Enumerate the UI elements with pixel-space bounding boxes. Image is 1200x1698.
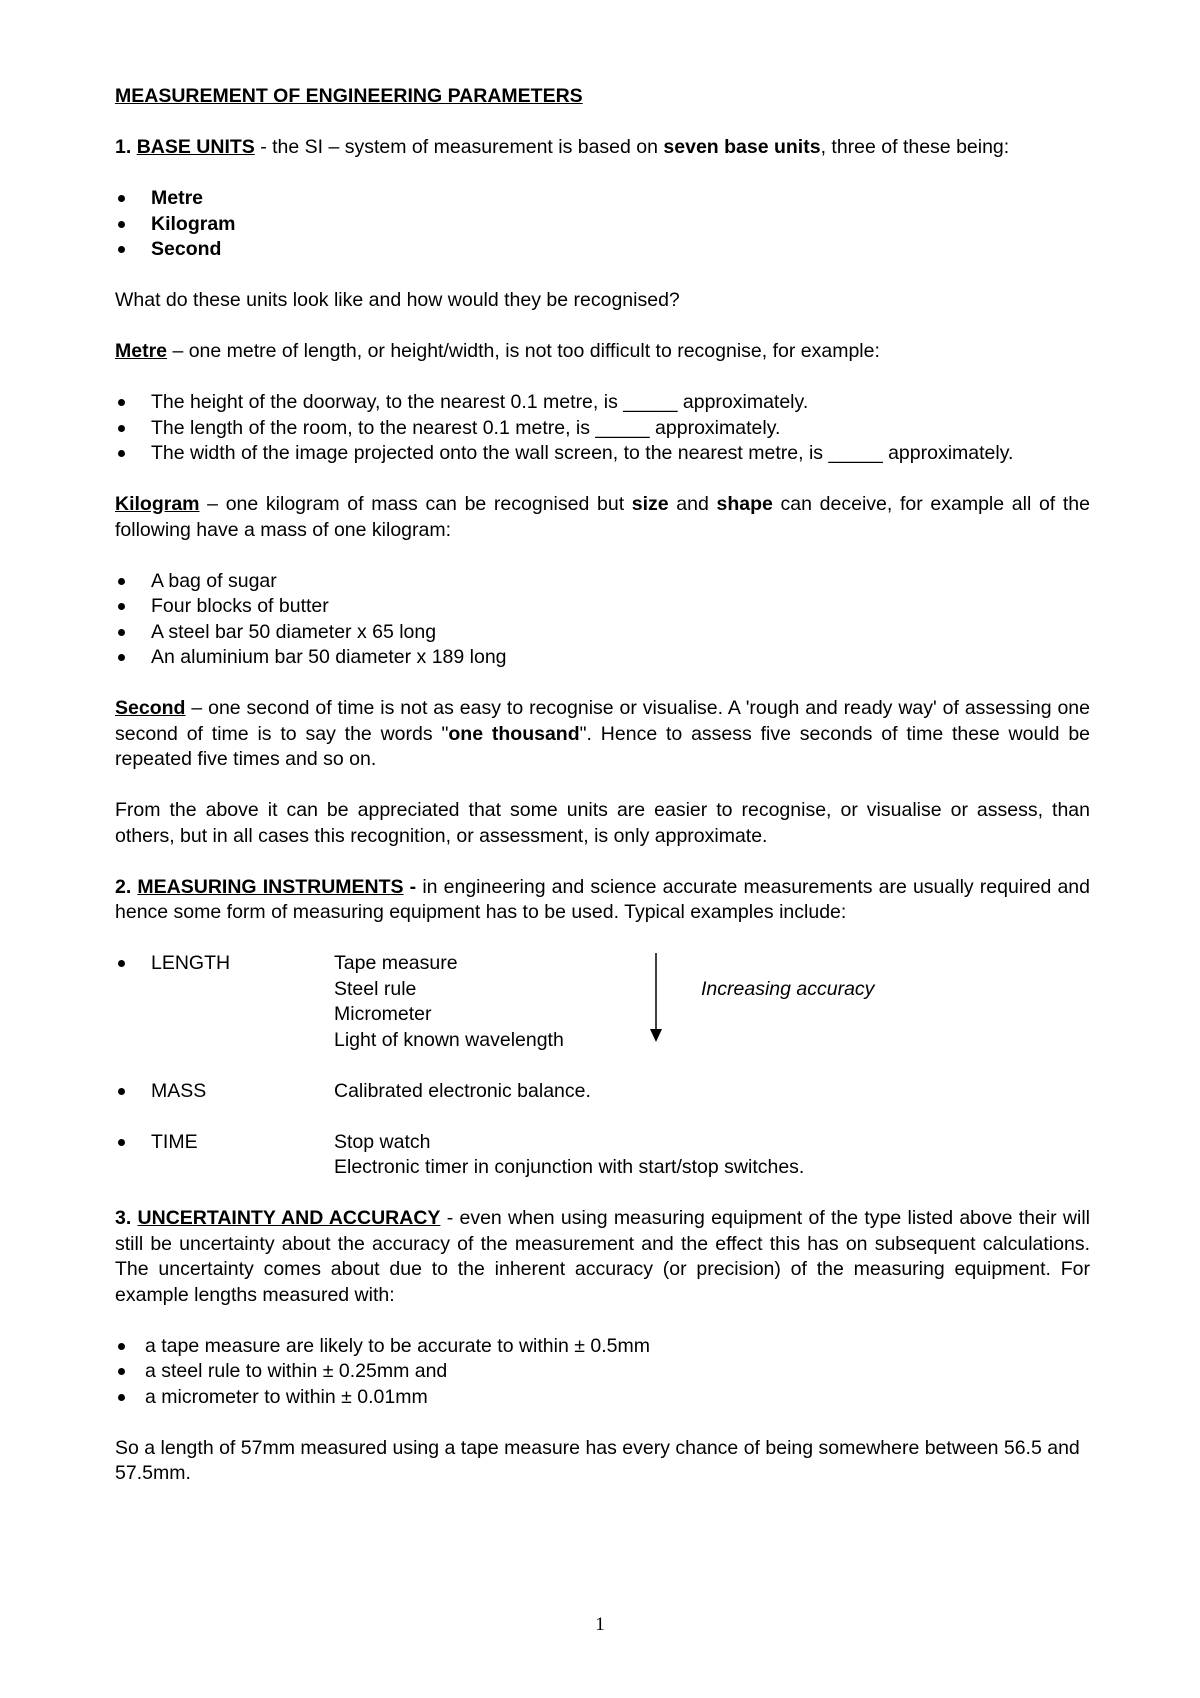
list-item: a micrometer to within ± 0.01mm: [115, 1385, 1090, 1411]
section-1-intro: 1. BASE UNITS - the SI – system of measurement is based on seven base units, three of these being:: [115, 136, 1010, 158]
section-2-intro: 2. MEASURING INSTRUMENTS - in engineering and science accurate measurements are usually required and hence some form of measuring equipment has to be used. Typical examples include:: [115, 875, 1090, 923]
kilogram-examples-list: [115, 569, 1090, 671]
section-1-heading: BASE UNITS: [136, 136, 255, 158]
list-item: Four blocks of butter: [115, 594, 1090, 620]
document-page: [115, 84, 1090, 1487]
instrument-row-length: LENGTH Tape measure Steel rule Micrometer Light of known wavelength Increasing accuracy: [115, 951, 1090, 1053]
list-item: Calibrated electronic balance.: [334, 1079, 591, 1102]
summary-paragraph: From the above it can be appreciated that some units are easier to recognise, or visualise or assess, than others, but in all cases this recognition, or assessment, is only approximate.: [115, 799, 1090, 847]
list-item: The length of the room, to the nearest 0.1 metre, is _____ approximately.: [115, 416, 1090, 442]
page-number: 1: [595, 1614, 605, 1635]
units-question: What do these units look like and how would they be recognised?: [115, 289, 680, 311]
list-item: A steel bar 50 diameter x 65 long: [115, 620, 1090, 646]
section-3-intro: 3. UNCERTAINTY AND ACCURACY - even when using measuring equipment of the type listed above their will still be uncertainty about the accuracy of the measurement and the effect this has on subsequent calculations. The uncertainty comes about due to the inherent accuracy (or precision) of the measuring equipment. For example lengths measured with:: [115, 1207, 1091, 1306]
section-2-heading: MEASURING INSTRUMENTS: [137, 875, 404, 898]
kilogram-paragraph: Kilogram – one kilogram of mass can be recognised but size and shape can deceive, for example all of the following have a mass of one kilogram:: [115, 493, 1090, 541]
conclusion-paragraph: So a length of 57mm measured using a tape measure has every chance of being somewhere between 56.5 and 57.5mm.: [115, 1436, 1080, 1484]
instrument-row-time: TIME Stop watch Electronic timer in conjunction with start/stop switches.: [115, 1130, 1090, 1181]
down-arrow-icon: [649, 953, 663, 1043]
list-item: Tape measure: [334, 952, 458, 974]
instruments-list: [115, 951, 1090, 1181]
list-item: A bag of sugar: [115, 569, 1090, 595]
bullet-icon: [118, 1139, 125, 1146]
list-item: Micrometer: [334, 1003, 432, 1025]
bullet-icon: [118, 960, 125, 967]
list-item: The width of the image projected onto the wall screen, to the nearest metre, is _____ approximately.: [115, 441, 1090, 467]
document-title: MEASUREMENT OF ENGINEERING PARAMETERS: [115, 85, 583, 107]
list-item: Stop watch: [334, 1130, 431, 1153]
list-item: a steel rule to within ± 0.25mm and: [115, 1359, 1090, 1385]
instrument-row-mass: MASS Calibrated electronic balance.: [115, 1079, 1090, 1105]
metre-paragraph: Metre – one metre of length, or height/width, is not too difficult to recognise, for example:: [115, 340, 880, 362]
list-item: Electronic timer in conjunction with start/stop switches.: [334, 1156, 805, 1178]
list-item: Kilogram: [115, 212, 1090, 238]
list-item: Steel rule: [334, 977, 417, 1000]
second-paragraph: Second – one second of time is not as easy to recognise or visualise. A 'rough and ready way' of assessing one second of time is to say the words "one thousand". Hence to assess five seconds of time these would be repeated five times and so on.: [115, 697, 1091, 770]
list-item: Metre: [115, 186, 1090, 212]
accuracy-note: Increasing accuracy: [701, 977, 875, 1000]
list-item: The height of the doorway, to the nearest 0.1 metre, is _____ approximately.: [115, 390, 1090, 416]
list-item: Second: [115, 237, 1090, 263]
accuracy-list: [115, 1334, 1090, 1411]
metre-examples-list: [115, 390, 1090, 467]
list-item: An aluminium bar 50 diameter x 189 long: [115, 645, 1090, 671]
list-item: a tape measure are likely to be accurate to within ± 0.5mm: [115, 1334, 1090, 1360]
base-units-list: [115, 186, 1090, 263]
section-3-heading: UNCERTAINTY AND ACCURACY: [137, 1207, 441, 1229]
bullet-icon: [118, 1088, 125, 1095]
list-item: Light of known wavelength: [334, 1028, 564, 1051]
